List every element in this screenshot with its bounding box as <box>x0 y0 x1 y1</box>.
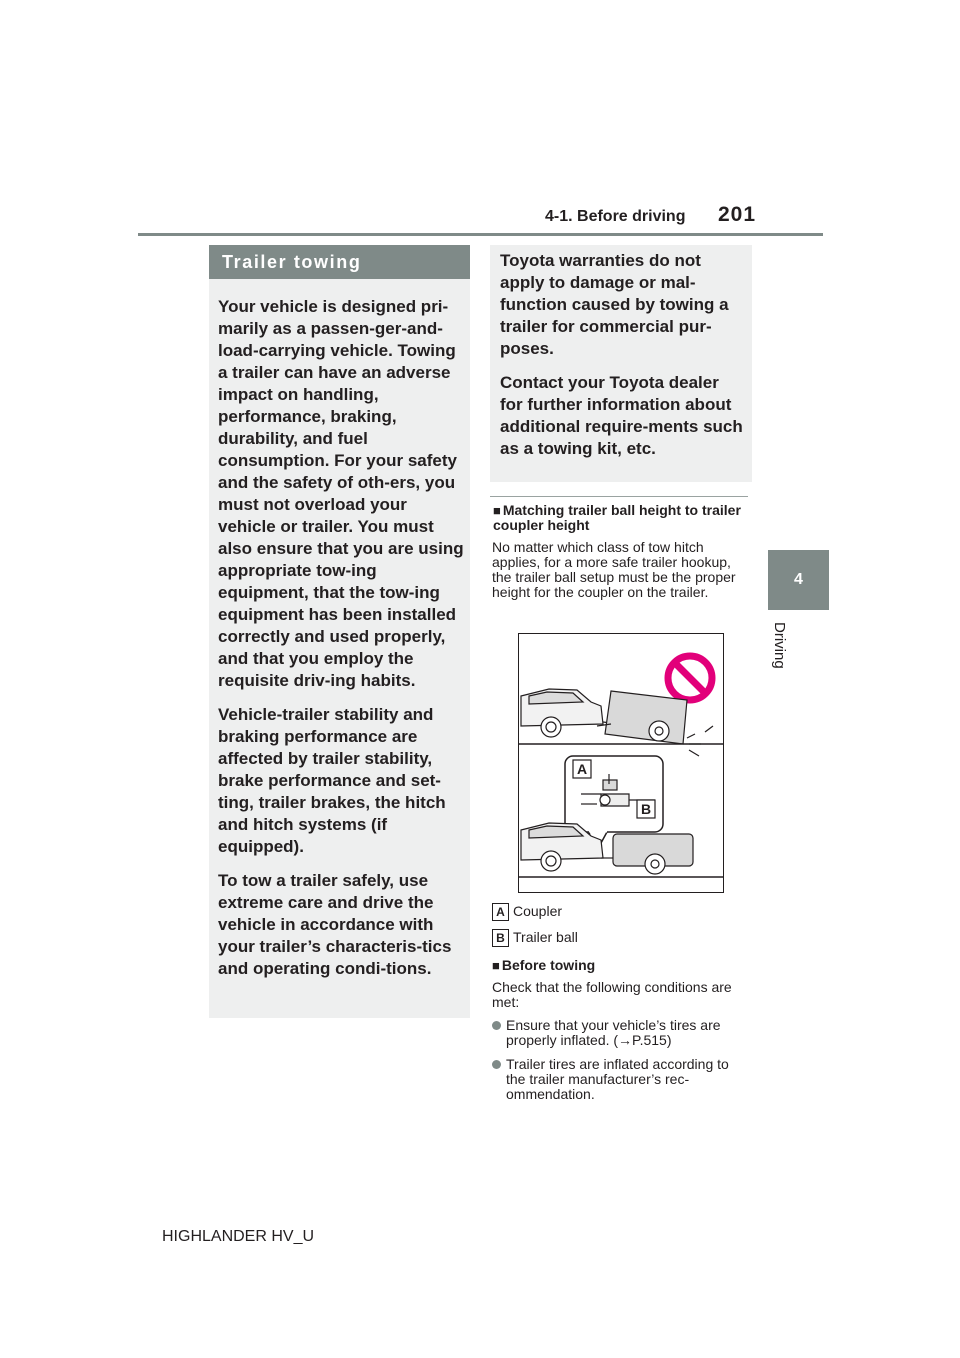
before-towing-text: Check that the following conditions are met: <box>492 979 732 1010</box>
trailer-bottom-icon <box>601 834 693 874</box>
legend-a-text: Coupler <box>513 903 563 919</box>
warranty-paragraph: Contact your Toyota dealer for further information about additional require-ments such as a towing kit, etc. <box>500 373 743 458</box>
warranty-body <box>500 250 745 472</box>
bullet-text: Ensure that your vehicle’s tires are properly inflated. (→P.515) <box>506 1017 721 1048</box>
footer-model: HIGHLANDER HV_U <box>162 1228 315 1245</box>
trailer-paragraph: To tow a trailer safely, use extreme care and drive the vehicle in accordance with your trailer’s characteris-tics and operating condi-tions. <box>218 871 452 978</box>
section-title: 4-1. Before driving <box>545 208 686 225</box>
callout-a-label: A <box>576 761 588 777</box>
bullet-item <box>492 1057 752 1102</box>
before-towing-heading-text: Before towing <box>501 957 596 973</box>
bullet-text: Trailer tires are inflated according to the trailer manufacturer’s rec-ommendation. <box>506 1056 729 1102</box>
section-divider <box>490 496 748 497</box>
trailer-towing-body <box>218 296 466 992</box>
hitch-height-illustration <box>518 633 724 893</box>
hitch-diagram-svg <box>519 634 723 892</box>
header-rule <box>138 233 823 236</box>
trailer-towing-heading: Trailer towing <box>209 245 470 279</box>
callout-b-box <box>637 800 655 818</box>
chapter-label: Driving <box>771 622 788 669</box>
square-marker-icon: ■ <box>492 958 500 973</box>
warranty-paragraph: Toyota warranties do not apply to damage or mal-function caused by towing a trailer for commercial pur-poses. <box>500 251 729 358</box>
bullet-item <box>492 1018 752 1048</box>
bullet-dot-icon <box>492 1021 501 1030</box>
square-marker-icon: ■ <box>493 503 501 518</box>
impact-mark-icon <box>687 726 713 756</box>
trailer-paragraph: Your vehicle is designed pri-marily as a passen-ger-and-load-carrying vehicle. Towing a trailer can have an adverse impact on handling, performance, braking, durability, and fuel consumption. For your safety and the safety of oth-ers, you must not overload your vehicle or trailer. You must also ensure that you are using appropriate tow-ing equipment, that the tow-ing equipment has been installed correctly and used properly, and that you employ the requisite driv-ing habits. <box>218 297 464 690</box>
car-top-icon <box>521 689 619 737</box>
legend-item-trailer-ball <box>492 929 578 947</box>
matching-text: No matter which class of tow hitch applies, for a more safe trailer hookup, the trailer ball setup must be the proper height for the coupler on the trailer. <box>492 539 736 600</box>
legend-b-label: B <box>492 929 509 947</box>
matching-heading <box>493 503 748 533</box>
before-towing-heading <box>492 958 595 973</box>
callout-a-box <box>573 760 591 778</box>
no-symbol-icon <box>668 656 712 700</box>
callout-b-label: B <box>640 801 652 817</box>
legend-a-label: A <box>492 903 509 921</box>
legend-b-text: Trailer ball <box>513 929 578 945</box>
matching-heading-text: Matching trailer ball height to trailer coupler height <box>493 502 741 533</box>
trailer-top-icon <box>597 691 687 744</box>
legend-item-coupler <box>492 903 562 921</box>
bullet-dot-icon <box>492 1060 501 1069</box>
chapter-tab[interactable]: 4 <box>768 550 829 610</box>
page-number: 201 <box>718 203 757 226</box>
trailer-paragraph: Vehicle-trailer stability and braking performance are affected by trailer stability, brake performance and set-ting, trailer brakes, the hitch and hitch systems (if equipped). <box>218 705 446 856</box>
